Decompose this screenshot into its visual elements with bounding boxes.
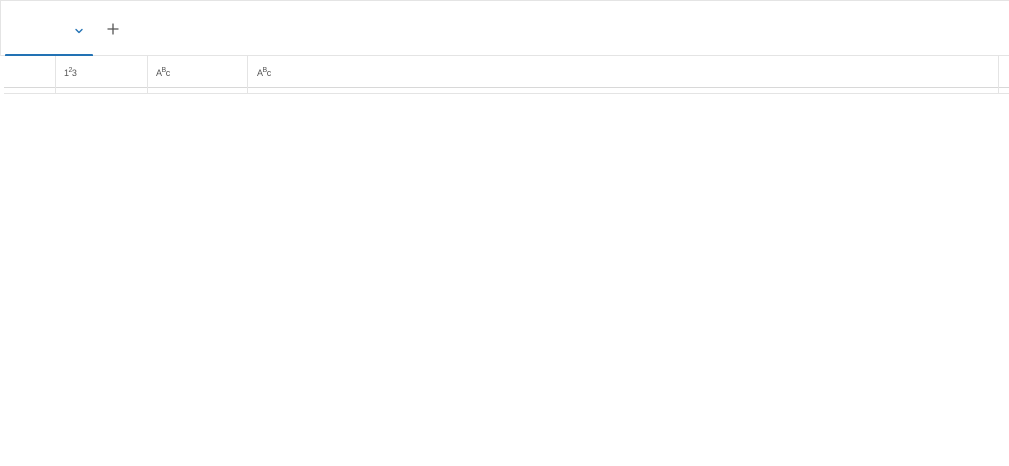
- add-tab-button[interactable]: [104, 20, 122, 38]
- results-tab-bar: [0, 0, 1009, 56]
- string-type-icon: $A^Bc$: [156, 66, 170, 78]
- plus-icon: [107, 23, 119, 35]
- tab-table[interactable]: [1, 5, 93, 56]
- string-type-icon: $A^Bc$: [257, 66, 271, 78]
- column-header-client[interactable]: [148, 56, 248, 88]
- row-index-header: [4, 56, 56, 88]
- results-table: [4, 56, 1009, 466]
- chevron-down-icon[interactable]: [73, 25, 85, 37]
- column-header-content[interactable]: [248, 56, 999, 88]
- integer-type-icon: $1^23$: [64, 66, 77, 78]
- partial-row: [4, 88, 1009, 94]
- table-header: [4, 56, 1009, 88]
- column-header-id[interactable]: [56, 56, 148, 88]
